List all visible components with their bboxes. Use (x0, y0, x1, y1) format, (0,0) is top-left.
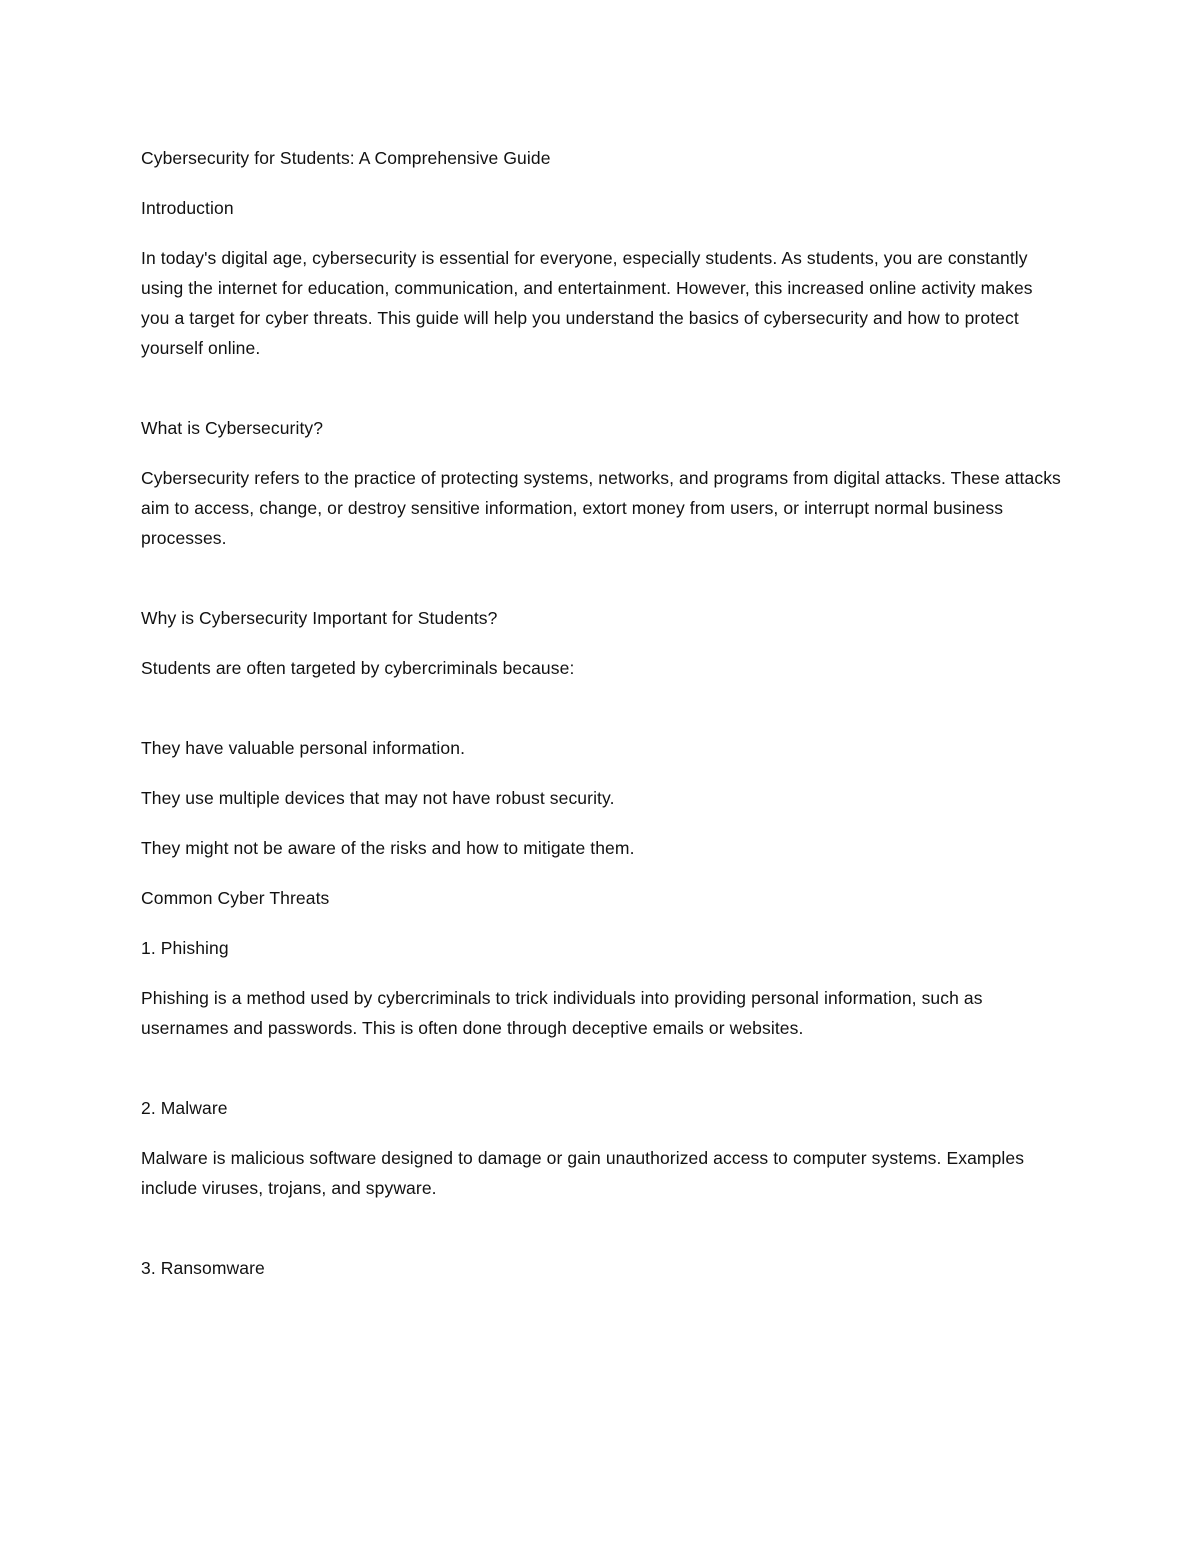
intro-paragraph: In today's digital age, cybersecurity is essential for everyone, especially students. As students, you are constantly using the internet for education, communication, and entertainment. However, this increased online activity makes you a target for cyber threats. This guide will help you understand the basics of cybersecurity and how to protect yourself online. (141, 248, 1033, 358)
what-paragraph: Cybersecurity refers to the practice of protecting systems, networks, and programs from digital attacks. These attacks aim to access, change, or destroy sensitive information, extort money from users, or interrupt normal business processes. (141, 468, 1061, 548)
section-heading-why-important: Why is Cybersecurity Important for Students? (141, 608, 498, 628)
reason-item: They use multiple devices that may not have robust security. (141, 788, 615, 808)
document-title: Cybersecurity for Students: A Comprehensive Guide (141, 148, 551, 168)
why-intro-paragraph: Students are often targeted by cybercriminals because: (141, 658, 575, 678)
reason-item: They have valuable personal information. (141, 738, 466, 758)
reason-item: They might not be aware of the risks and how to mitigate them. (141, 838, 635, 858)
threat-heading-malware: 2. Malware (141, 1098, 228, 1118)
document-body (141, 143, 1061, 1303)
threat-heading-ransomware: 3. Ransomware (141, 1258, 265, 1278)
threat-heading-phishing: 1. Phishing (141, 938, 229, 958)
threat-text-malware: Malware is malicious software designed to damage or gain unauthorized access to computer systems. Examples include viruses, trojans, and spyware. (141, 1148, 1025, 1198)
section-heading-introduction: Introduction (141, 198, 234, 218)
section-heading-common-threats: Common Cyber Threats (141, 888, 330, 908)
section-heading-what-is-cybersecurity: What is Cybersecurity? (141, 418, 324, 438)
threat-text-phishing: Phishing is a method used by cybercriminals to trick individuals into providing personal information, such as usernames and passwords. This is often done through deceptive emails or websites. (141, 988, 983, 1038)
